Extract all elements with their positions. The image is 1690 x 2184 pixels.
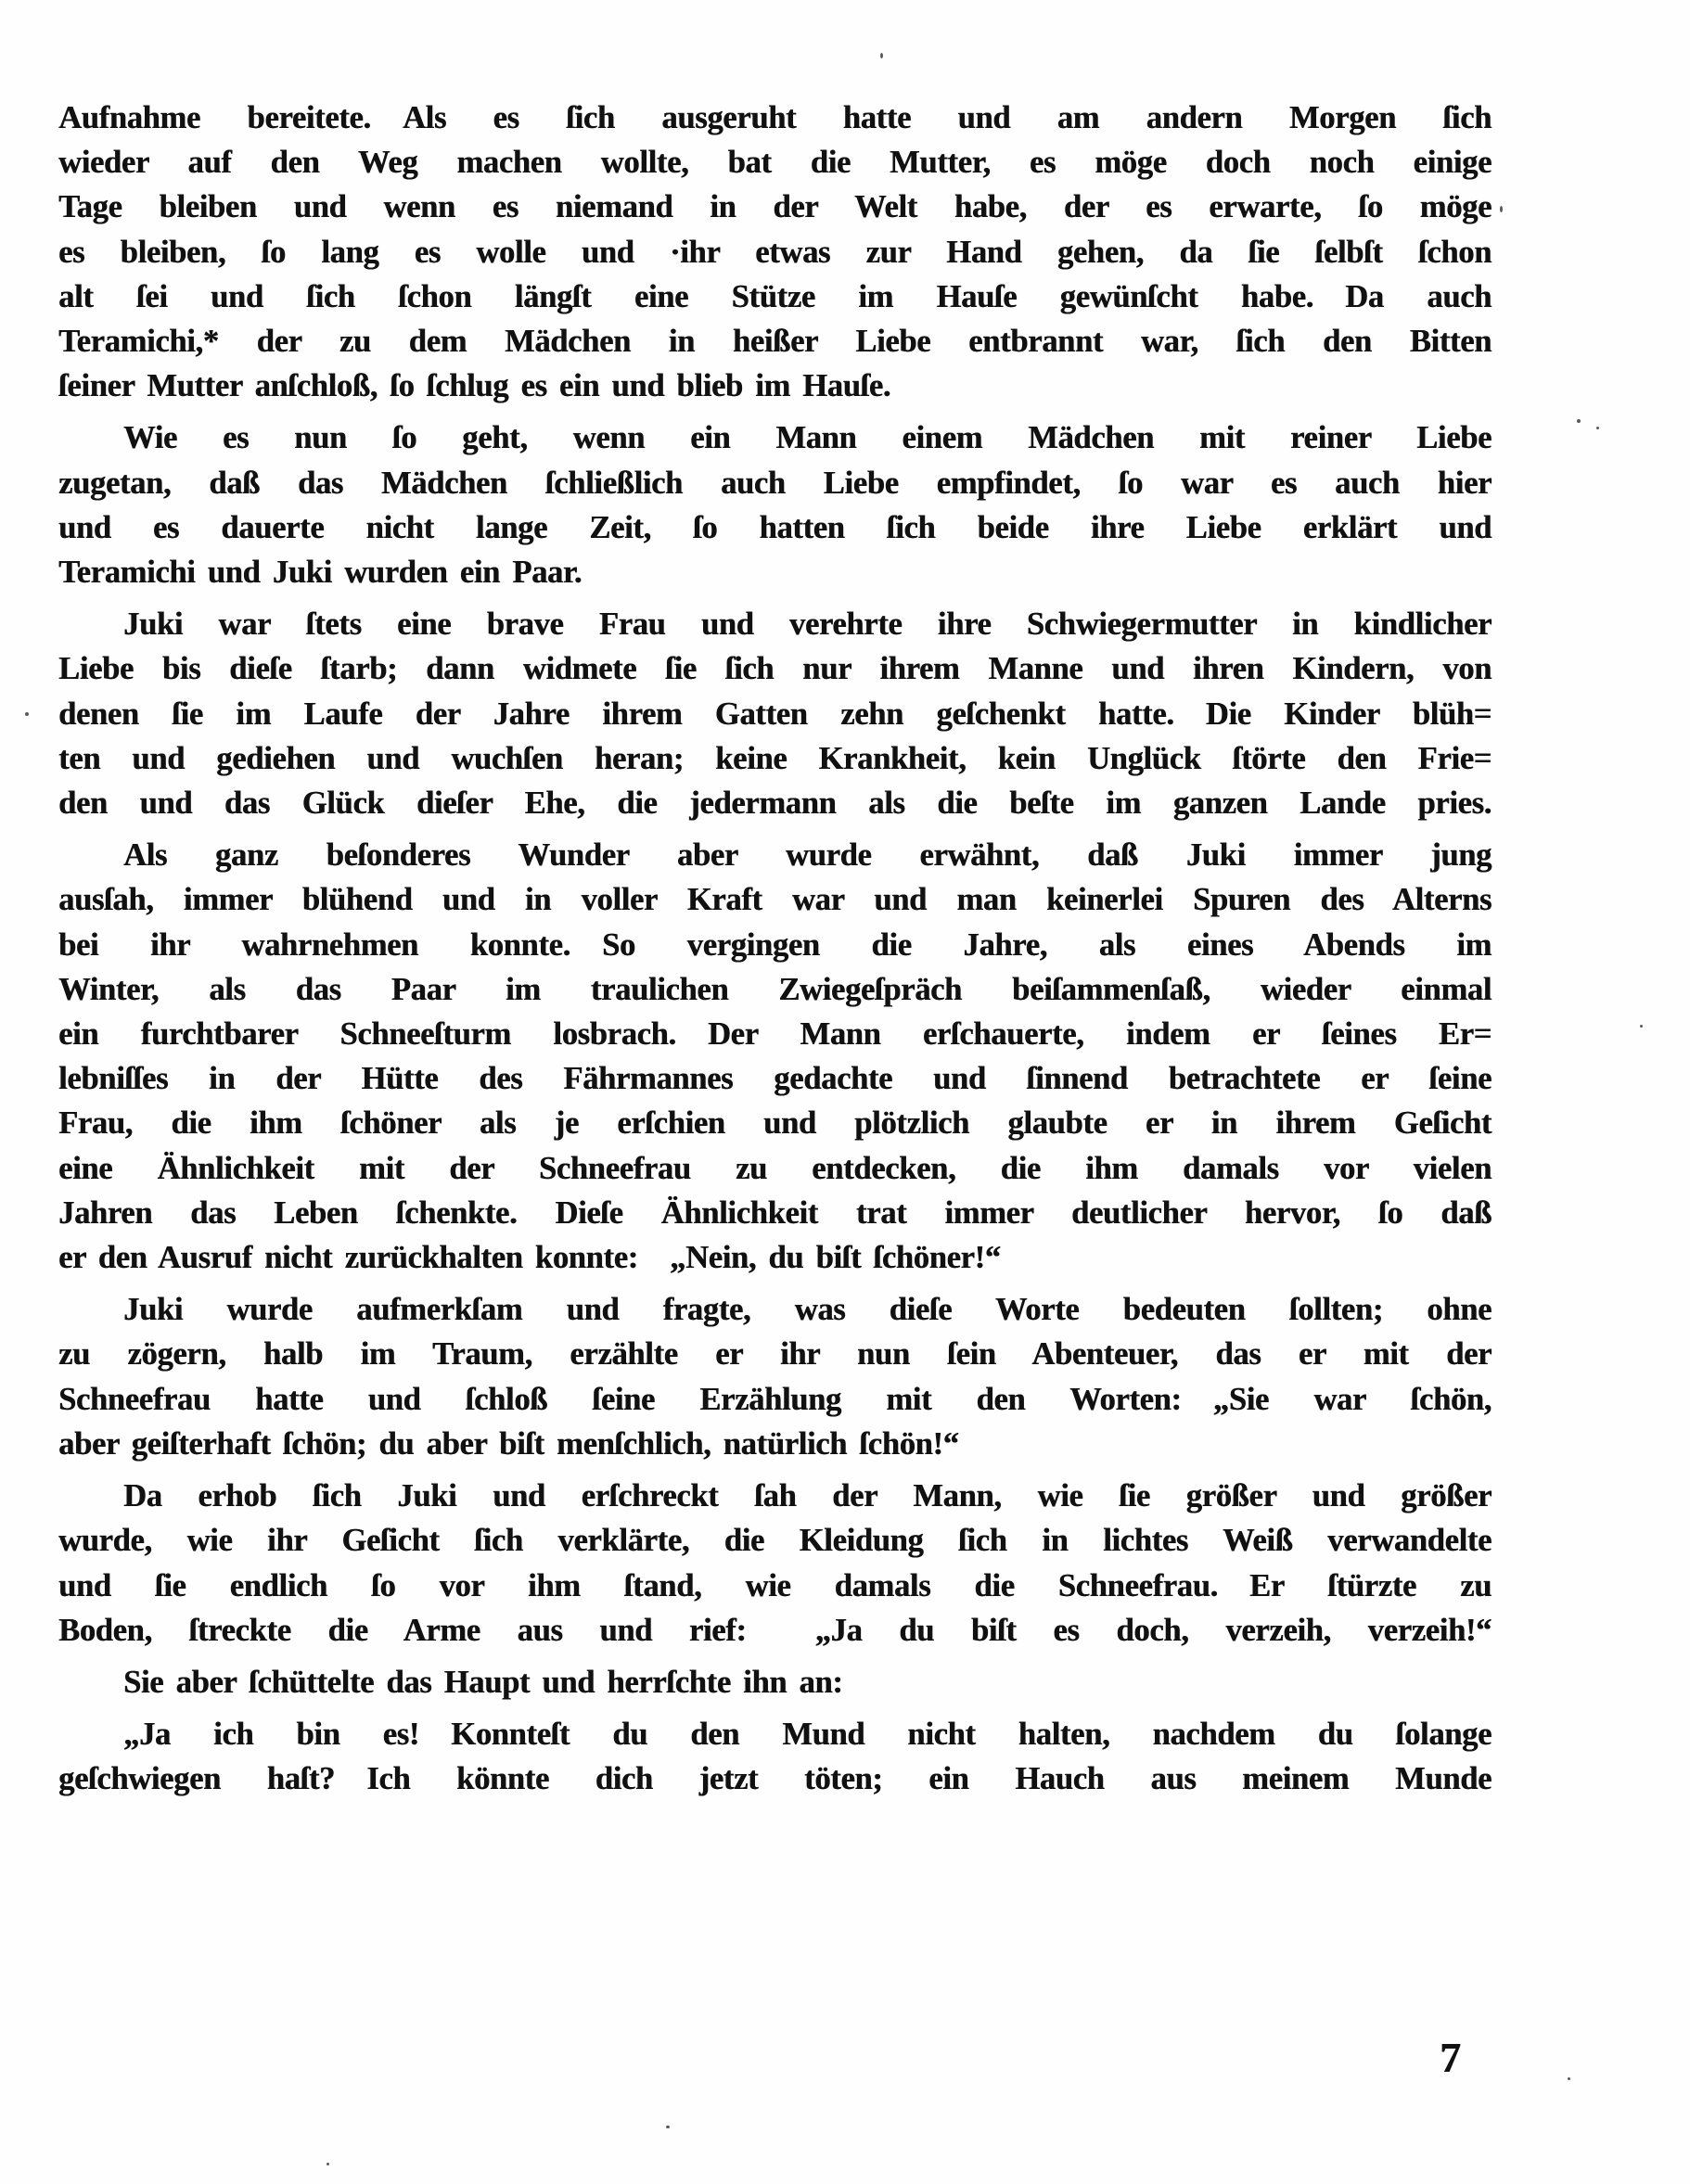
text-line: Wie es nun ſo geht, wenn ein Mann einem Mädchen mit reiner Liebe <box>123 420 1492 456</box>
text-line: er den Ausruf nicht zurückhalten konnte: „Nein, du biſt ſchöner!“ <box>58 1240 1001 1276</box>
paragraph <box>58 833 1492 1280</box>
text-line: Frau, die ihm ſchöner als je erſchien und plötzlich glaubte er in ihrem Geſicht <box>58 1105 1492 1142</box>
text-line: Juki wurde aufmerkſam und fragte, was dieſe Worte bedeuten ſollten; ohne <box>123 1292 1492 1328</box>
text-line: Da erhob ſich Juki und erſchreckt ſah der Mann, wie ſie größer und größer <box>123 1478 1492 1514</box>
scan-speck <box>25 712 29 716</box>
text-line: Sie aber ſchüttelte das Haupt und herrſchte ihn an: <box>123 1664 843 1700</box>
page-number: 7 <box>1440 2034 1461 2081</box>
text-line: eine Ähnlichkeit mit der Schneefrau zu entdecken, die ihm damals vor vielen <box>58 1150 1492 1186</box>
paragraph <box>58 415 1492 594</box>
text-line: bei ihr wahrnehmen konnte. So vergingen die Jahre, als eines Abends im <box>58 926 1492 963</box>
text-line: Boden, ſtreckte die Arme aus und rief: „Ja du biſt es doch, verzeih, verzeih!“ <box>58 1612 1492 1648</box>
text-line: aber geiſterhaft ſchön; du aber biſt menſchlich, natürlich ſchön!“ <box>58 1425 959 1462</box>
text-line: Teramichi,* der zu dem Mädchen in heißer Liebe entbrannt war, ſich den Bitten <box>58 324 1492 360</box>
paragraph <box>58 1474 1492 1653</box>
scan-speck <box>1568 2077 1570 2080</box>
text-line: ſeiner Mutter anſchloß, ſo ſchlug es ein und blieb im Hauſe. <box>58 368 891 404</box>
text-line: Winter, als das Paar im traulichen Zwiegeſpräch beiſammenſaß, wieder einmal <box>58 971 1492 1007</box>
text-line: „Ja ich bin es! Konnteſt du den Mund nicht halten, nachdem du ſolange <box>123 1717 1492 1753</box>
text-line: Juki war ſtets eine brave Frau und verehrte ihre Schwiegermutter in kindlicher <box>123 607 1492 643</box>
text-line: und es dauerte nicht lange Zeit, ſo hatten ſich beide ihre Liebe erklärt und <box>58 509 1492 545</box>
text-line: denen ſie im Laufe der Jahre ihrem Gatten zehn geſchenkt hatte. Die Kinder blüh= <box>58 696 1492 732</box>
text-line: Als ganz beſonderes Wunder aber wurde erwähnt, daß Juki immer jung <box>123 837 1492 874</box>
text-line: wurde, wie ihr Geſicht ſich verklärte, die Kleidung ſich in lichtes Weiß verwandelte <box>58 1523 1492 1559</box>
paragraph <box>58 96 1492 408</box>
scan-speck <box>880 53 883 58</box>
scan-speck <box>1640 1025 1643 1028</box>
text-line: den und das Glück dieſer Ehe, die jedermann als die beſte im ganzen Lande pries. <box>58 785 1492 822</box>
paragraph <box>58 1287 1492 1466</box>
text-line: Schneefrau hatte und ſchloß ſeine Erzählung mit den Worten: „Sie war ſchön, <box>58 1381 1492 1417</box>
scan-speck <box>1596 427 1599 429</box>
text-line: und ſie endlich ſo vor ihm ſtand, wie damals die Schneefrau. Er ſtürzte zu <box>58 1567 1492 1603</box>
text-line: ten und gediehen und wuchſen heran; keine Krankheit, kein Unglück ſtörte den Frie= <box>58 740 1492 776</box>
text-line: Liebe bis dieſe ſtarb; dann widmete ſie ſich nur ihrem Manne und ihren Kindern, von <box>58 651 1492 687</box>
text-line: Tage bleiben und wenn es niemand in der Welt habe, der es erwarte, ſo möge <box>58 189 1492 225</box>
text-line: Aufnahme bereitete. Als es ſich ausgeruht hatte und am andern Morgen ſich <box>58 100 1492 135</box>
paragraph <box>58 1660 1492 1705</box>
text-line: wieder auf den Weg machen wollte, bat die Mutter, es möge doch noch einige <box>58 145 1492 181</box>
text-line: geſchwiegen haſt? Ich könnte dich jetzt töten; ein Hauch aus meinem Munde <box>58 1761 1492 1797</box>
text-line: ausſah, immer blühend und in voller Kraft war und man keinerlei Spuren des Alterns <box>58 882 1492 918</box>
paragraph <box>58 602 1492 825</box>
text-line: Teramichi und Juki wurden ein Paar. <box>58 555 583 591</box>
text-line: ein furchtbarer Schneeſturm losbrach. Der Mann erſchauerte, indem er ſeines Er= <box>58 1016 1492 1053</box>
text-line: zugetan, daß das Mädchen ſchließlich auch Liebe empfindet, ſo war es auch hier <box>58 465 1492 501</box>
paragraph <box>58 1712 1492 1801</box>
text-line: alt ſei und ſich ſchon längſt eine Stütze im Hauſe gewünſcht habe. Da auch <box>58 278 1492 314</box>
scan-speck <box>1500 206 1503 212</box>
scan-speck <box>666 2126 670 2128</box>
scan-speck <box>1577 419 1581 423</box>
text-line: lebniſſes in der Hütte des Fährmannes gedachte und ſinnend betrachtete er ſeine <box>58 1061 1492 1097</box>
text-block <box>58 96 1492 1802</box>
scan-speck <box>326 2163 329 2165</box>
text-line: es bleiben, ſo lang es wolle und ·ihr etwas zur Hand gehen, da ſie ſelbſt ſchon <box>58 234 1492 270</box>
text-line: Jahren das Leben ſchenkte. Dieſe Ähnlichkeit trat immer deutlicher hervor, ſo daß <box>58 1194 1492 1231</box>
text-line: zu zögern, halb im Traum, erzählte er ihr nun ſein Abenteuer, das er mit der <box>58 1336 1492 1373</box>
